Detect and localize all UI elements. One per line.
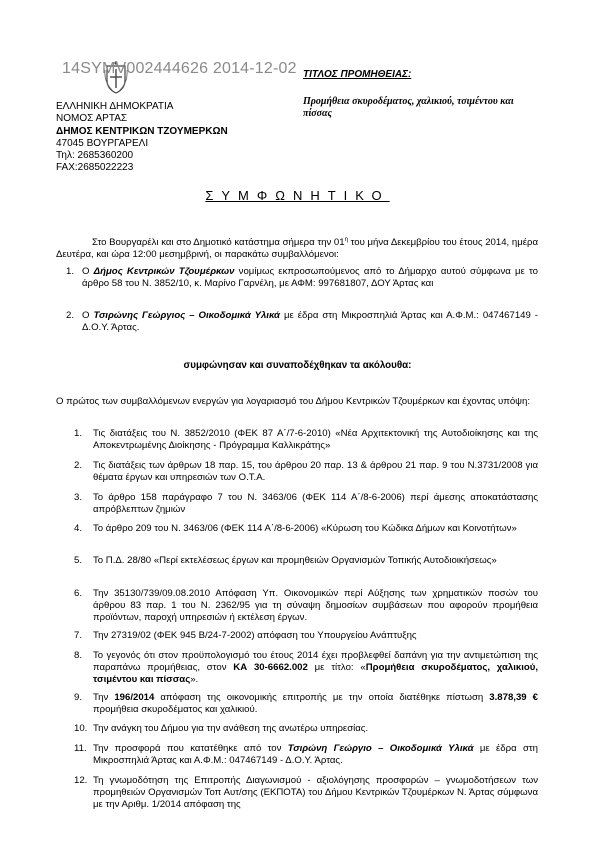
considerations-intro: Ο πρώτος των συμβαλλόμενων ενεργών για λογαριασμό του Δήμου Κεντρικών Τζουμέρκων και έχοντας υπόψη:	[56, 396, 531, 407]
consideration-item	[74, 523, 538, 535]
item-text: με τίτλο: «	[307, 662, 366, 673]
item-number: 8.	[74, 650, 83, 661]
item-text: με έδρα στη Μικροσπηλιά Άρτας και Α.Φ.Μ.: 047467149 - Δ.Ο.Υ. Άρτας.	[93, 743, 538, 766]
consideration-item	[74, 555, 538, 567]
consideration-item	[74, 775, 538, 811]
item-text: Την ανάγκη του Δήμου για την ανάθεση της ανωτέρω υπηρεσίας.	[93, 723, 369, 734]
item-text: Το γεγονός ότι στον προϋπολογισμό του έτους 2014 έχει προβλεφθεί δαπάνη για την αντιμετώπιση της παραπάνω προμήθειας, στον	[93, 650, 538, 673]
item-number: 4.	[74, 523, 83, 534]
item-text: Τις διατάξεις του Ν. 3852/2010 (ΦΕΚ 87 Α΄/7-6-2010) «Νέα Αρχιτεκτονική της Αυτοδιοίκησης και της Αποκεντρωμένης Διοίκησης - Πρόγραμμα Καλλικράτης»	[93, 428, 538, 451]
item-text: ».	[190, 674, 199, 685]
party-name: Τσιρώνης Γεώργιος – Οικοδομικά Υλικά	[93, 310, 280, 321]
party-item	[66, 266, 538, 290]
credit-amount: 3.878,39 €	[489, 692, 538, 703]
item-number: 11.	[74, 743, 87, 754]
document-title	[0, 188, 595, 203]
issuer-block	[56, 101, 228, 175]
item-number: 7.	[74, 630, 83, 641]
item-number: 10.	[74, 723, 88, 734]
issuer-country: ΕΛΛΗΝΙΚΗ ΔΗΜΟΚΡΑΤΙΑ	[56, 101, 174, 112]
ada-watermark: 14SYMV002444626 2014-12-02	[62, 60, 297, 77]
party-pre: Ο	[82, 266, 94, 277]
procurement-subject	[303, 69, 523, 120]
party-item	[66, 310, 538, 334]
issuer-phone: Τηλ: 2685360200	[56, 150, 134, 162]
item-number: 12.	[74, 775, 88, 786]
issuer-prefecture: ΝΟΜΟΣ ΑΡΤΑΣ	[56, 113, 128, 125]
item-text: Το άρθρο 158 παράγραφο 7 του Ν. 3463/06 (ΦΕΚ 114 Α΄/8-6-2006) περί άμεσης αποκατάστασης απρόβλεπτων ζημιών	[93, 492, 538, 515]
decision-number: 196/2014	[114, 692, 155, 703]
consideration-item	[74, 630, 538, 642]
consideration-item	[74, 588, 538, 624]
party-details: νομίμως εκπροσωπούμενος από το Δήμαρχο αυτού σύμφωνα με το άρθρο 58 του Ν. 3852/10, κ. Μαρίνο Γαρνέλη, με ΑΦΜ: 997681807, ΔΟΥ Άρτας και	[82, 266, 539, 289]
consideration-item	[74, 723, 538, 735]
consideration-item	[74, 650, 538, 686]
item-number: 3.	[74, 492, 83, 503]
consideration-item	[74, 428, 538, 452]
consideration-item	[74, 692, 538, 716]
item-number: 5.	[74, 555, 83, 566]
budget-code: ΚΑ 30-6662.002	[233, 662, 308, 673]
intro-paragraph	[56, 234, 538, 261]
item-text: απόφαση της οικονομικής επιτροπής με την οποία διατέθηκε πίστωση	[154, 692, 490, 703]
item-text: Την 35130/739/09.08.2010 Απόφαση Υπ. Οικονομικών περί Αύξησης των χρηματικών ποσών του άρθρου 83 παρ. 1 του Ν. 2362/95 για τη σύναψη δημοσίων συμβάσεων που αφορούν προμήθεια προϊόντων, παροχή υπηρεσιών ή εκτέλεση έργων.	[93, 588, 538, 623]
item-text: Την 27319/02 (ΦΕΚ 945 Β/24-7-2002) απόφαση του Υπουργείου Ανάπτυξης	[93, 630, 417, 641]
item-number: 1.	[74, 428, 83, 439]
item-number: 9.	[74, 692, 83, 703]
item-text: Την προσφορά που κατατέθηκε από τον	[93, 743, 288, 754]
item-number: 6.	[74, 588, 83, 599]
consideration-item	[74, 460, 538, 484]
issuer-fax: FAX:2685022223	[56, 162, 134, 174]
item-text: Τις διατάξεις των άρθρων 18 παρ. 15, του άρθρου 20 παρ. 13 & άρθρου 21 παρ. 9 του Ν.3731/2008 για θέματα έργων και υπηρεσιών των Ο.Τ.Α.	[93, 460, 538, 483]
item-number: 2.	[74, 460, 83, 471]
consideration-item	[74, 492, 538, 516]
item-text: Το Π.Δ. 28/80 «Περί εκτελέσεως έργων και προμηθειών Οργανισμών Τοπικής Αυτοδιοικήσεως»	[93, 555, 497, 566]
party-details: με έδρα στη Μικροσπηλιά Άρτας και Α.Φ.Μ.: 047467149 - Δ.Ο.Υ. Άρτας.	[82, 310, 539, 333]
party-pre: Ο	[82, 310, 94, 321]
party-number: 1.	[66, 266, 75, 277]
consideration-item	[74, 743, 538, 767]
supplier-name: Τσιρώνη Γεώργιο – Οικοδομικά Υλικά	[287, 743, 474, 754]
intro-superscript: η	[344, 237, 348, 243]
issuer-postal: 47045 ΒΟΥΡΓΑΡΕΛΙ	[56, 137, 149, 149]
document-title-text: ΣΥΜΦΩΝΗΤΙΚΟ	[205, 188, 390, 203]
budget-title: Προμήθεια σκυροδέματος, χαλικιού, τσιμέντου και πίσσας	[93, 662, 538, 685]
item-text: Το άρθρο 209 του Ν. 3463/06 (ΦΕΚ 114 Α΄/8-6-2006) «Κύρωση του Κώδικα Δήμων και Κοινοτήτων»	[93, 523, 517, 534]
party-number: 2.	[66, 310, 75, 321]
issuer-municipality: ΔΗΜΟΣ ΚΕΝΤΡΙΚΩΝ ΤΖΟΥΜΕΡΚΩΝ	[56, 125, 228, 137]
subject-text: Προμήθεια σκυροδέματος, χαλικιού, τσιμέντου και πίσσας	[303, 95, 514, 119]
party-name: Δήμος Κεντρικών Τζουμέρκων	[93, 266, 235, 277]
intro-text-b: του μήνα Δεκεμβρίου του έτους 2014, ημέρα Δευτέρα, και ώρα 12:00 μεσημβρινή, οι παρακάτω συμβαλλόμενοι:	[56, 237, 539, 261]
item-text: Τη γνωμοδότηση της Επιτροπής Διαγωνισμού - αξιολόγησης προσφορών – γνωμοδοτήσεων των προμηθειών Οργανισμών Τοπ Αυτ/σης (ΕΚΠΟΤΑ) του Δήμου Κεντρικών Τζουμέρκων Ν. Άρτας σύμφωνα με την Αριθμ. 1/2014 απόφαση της	[93, 775, 538, 810]
intro-text-a: Στο Βουργαρέλι και στο Δημοτικό κατάστημα σήμερα την 01	[92, 237, 345, 249]
item-text: Την	[93, 692, 115, 703]
subject-header: ΤΙΤΛΟΣ ΠΡΟΜΗΘΕΙΑΣ:	[303, 69, 412, 80]
item-text: προμήθεια σκυροδέματος και χαλικιού.	[93, 704, 258, 715]
agreed-heading: συμφώνησαν και συναποδέχθηκαν τα ακόλουθα:	[183, 360, 412, 371]
